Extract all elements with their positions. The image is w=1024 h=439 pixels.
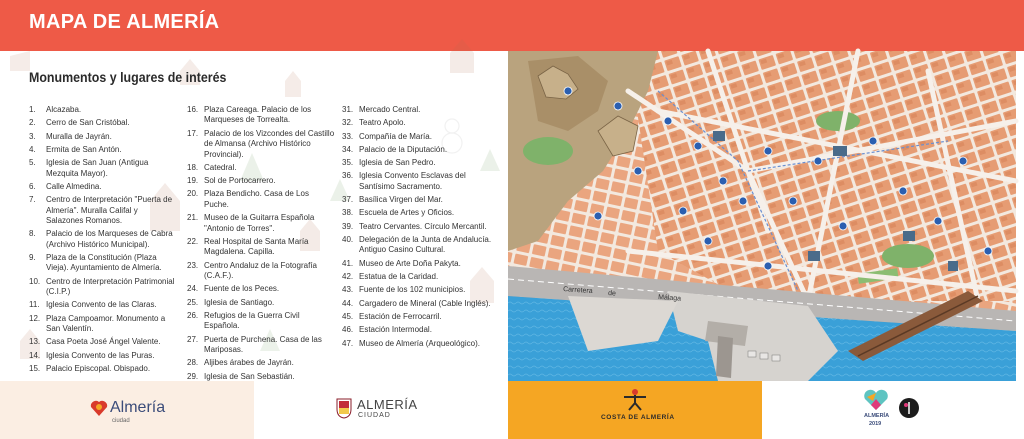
monument-list-item [29,337,175,347]
monument-number: 22. [187,236,199,246]
monument-number: 39. [342,221,354,231]
monument-number: 2. [29,118,36,128]
monument-name: Centro de Interpretación Patrimonial (C.I.P.) [46,276,175,297]
monument-number: 11. [29,300,40,310]
monument-list-item [342,339,494,349]
monument-name: Cargadero de Mineral (Cable Inglés). [359,298,491,308]
monument-list-item [187,189,335,210]
monument-number: 47. [342,338,354,348]
monument-name: Museo de la Guitarra Española "Antonio de Torres". [204,213,315,233]
monument-name: Fuente de los 102 municipios. [359,285,466,295]
monument-name: Catedral. [204,162,237,172]
monument-name: Teatro Cervantes. Círculo Mercantil. [359,221,487,231]
logo2-sub: CIUDAD [358,412,391,419]
monument-list-item [187,163,335,173]
logo1-sub: ciudad [112,418,130,424]
monument-name: Alcazaba. [46,105,82,114]
monument-list-item [342,272,494,282]
monument-list-item [342,208,494,218]
monument-number: 18. [187,162,199,172]
capital-gastronomia-icon [898,397,920,419]
monument-number: 38. [342,208,354,218]
monument-number: 37. [342,195,354,205]
monument-number: 14. [29,350,41,360]
monument-name: Estación Intermodal. [359,325,432,335]
monument-name: Palacio de los Vizcondes del Castillo de Almansa (Archivo Histórico Provincial). [204,128,335,159]
logo-costa-de-almeria[interactable] [508,381,762,439]
monument-list-item [29,277,175,298]
monument-list-item [187,237,335,258]
monument-list-item [29,118,175,128]
monument-number: 43. [342,285,354,295]
map-street-label-de: de [607,290,617,298]
monument-number: 28. [187,358,199,368]
monument-list-item [342,118,494,128]
monument-number: 9. [29,253,36,262]
monument-list-item [29,158,175,179]
monument-list-item [342,259,494,269]
monument-name: Calle Almedina. [46,181,102,191]
map-street-label-malaga: Málaga [657,294,682,303]
monument-number: 1. [29,105,36,114]
monument-list-item [187,105,335,126]
monument-number: 41. [342,258,354,268]
monument-list-item [187,261,335,282]
monument-number: 19. [187,176,199,186]
monument-number: 26. [187,310,199,320]
coat-of-arms-icon [336,397,352,419]
monument-list-item [187,176,335,186]
logo4-year: 2019 [869,421,882,427]
monument-number: 10. [29,276,41,286]
monument-list-item [29,253,175,274]
monument-list-item [342,195,494,205]
monument-name: Escuela de Artes y Oficios. [359,208,455,218]
heart-2019-icon [863,389,889,411]
monument-number: 25. [187,297,199,307]
monument-name: Ermita de San Antón. [46,144,122,154]
monument-list-item [342,132,494,142]
monument-name: Compañía de María. [359,131,432,141]
monument-list-item [29,105,175,115]
monument-number: 23. [187,260,199,270]
monument-name: Iglesia Convento de las Claras. [46,300,157,310]
monument-name: Estatua de la Caridad. [359,272,439,282]
monument-number: 46. [342,325,354,335]
monument-list-column-3 [342,105,494,352]
monument-list-item [187,358,335,368]
monument-number: 3. [29,131,36,141]
monument-name: Iglesia de San Juan (Antigua Mezquita Mayor). [46,158,149,178]
monument-name: Iglesia Convento de las Puras. [46,350,155,360]
monument-name: Palacio de la Diputación. [359,144,448,154]
monument-list-item [29,145,175,155]
monument-name: Aljibes árabes de Jayrán. [204,358,294,368]
monument-list-item [342,312,494,322]
logo4-text: ALMERÍA [864,413,890,419]
monument-number: 24. [187,284,199,294]
monument-list-item [187,129,335,160]
monument-number: 20. [187,189,199,199]
monument-name: Centro de Interpretación "Puerta de Almería". Muralla Califal y Salazones Romanos. [46,195,173,225]
monument-name: Basílica Virgen del Mar. [359,195,443,205]
monument-name: Museo de Almería (Arqueológico). [359,338,480,348]
monument-number: 33. [342,131,354,141]
logo-almeria-2019[interactable] [762,381,1016,439]
monument-list-item [342,222,494,232]
logo-almeria-ayuntamiento[interactable] [254,381,508,439]
page-title: MAPA DE ALMERÍA [29,11,220,33]
monument-list-column-1 [29,105,175,377]
monument-list-item [29,132,175,142]
monument-name: Muralla de Jayrán. [46,131,112,141]
monument-name: Iglesia de San Pedro. [359,158,436,168]
monument-name: Iglesia Convento Esclavas del Santísimo Sacramento. [359,171,466,191]
monument-list-item [29,351,175,361]
monument-list-item [29,300,175,310]
monument-number: 17. [187,128,199,138]
monument-list-item [342,171,494,192]
monument-number: 42. [342,272,354,282]
monument-number: 27. [187,334,199,344]
map-street-label-carretera: Carretera [562,286,593,296]
city-map[interactable] [508,51,1016,381]
heart-logo-icon [89,398,109,418]
monument-list-item [29,229,175,250]
footer-logos [0,381,1024,439]
monument-name: Iglesia de Santiago. [204,297,275,307]
monument-name: Puerta de Purchena. Casa de las Mariposas. [204,334,322,354]
monument-number: 12. [29,313,41,323]
monument-name: Iglesia de San Sebastián. [204,371,295,381]
monument-number: 45. [342,311,354,321]
monument-name: Real Hospital de Santa María Magdalena. Capilla. [204,236,309,257]
monument-list-item [29,364,175,374]
monument-name: Fuente de los Peces. [204,284,280,294]
monument-number: 16. [187,105,199,114]
monument-list-item [342,145,494,155]
monument-name: Mercado Central. [359,105,421,114]
monument-list-item [342,325,494,335]
monument-name: Casa Poeta José Ángel Valente. [46,337,161,347]
monument-list-item [187,311,335,332]
monument-name: Palacio de los Marqueses de Cabra (Archivo Histórico Municipal). [46,229,173,249]
monument-number: 6. [29,181,36,191]
logo2-text: ALMERÍA [357,397,418,412]
monument-list-item [187,335,335,356]
monument-list-item [342,158,494,168]
monument-number: 36. [342,171,354,181]
monument-list-item [29,195,175,226]
monument-list-column-2 [187,105,335,409]
monument-name: Sol de Portocarrero. [204,176,276,186]
logo1-text: Almería [110,399,166,416]
monument-name: Plaza Careaga. Palacio de los Marqueses de Torrealta. [204,105,312,125]
monument-name: Centro Andaluz de la Fotografía (C.A.F.). [204,260,317,280]
monument-list-item [187,284,335,294]
logo-almeria-ciudad-heart[interactable] [0,381,254,439]
monument-name: Teatro Apolo. [359,118,406,128]
monument-list-item [342,285,494,295]
monument-name: Museo de Arte Doña Pakyta. [359,258,461,268]
monument-name: Estación de Ferrocarril. [359,311,442,321]
monuments-panel [0,51,507,381]
monument-list-item [342,299,494,309]
monument-name: Plaza Bendicho. Casa de Los Puche. [204,189,309,209]
logo3-text: COSTA DE ALMERÍA [601,414,675,421]
monument-list-item [29,182,175,192]
monument-number: 8. [29,229,36,239]
monument-number: 15. [29,364,41,373]
monument-name: Palacio Episcopal. Obispado. [46,364,151,373]
monument-list-item [342,105,494,115]
monument-number: 4. [29,144,36,154]
monument-number: 31. [342,105,354,114]
monument-number: 13. [29,337,41,347]
monument-list-item [187,213,335,234]
map-illustration [508,51,1016,381]
monument-name: Plaza Campoamor. Monumento a San Valentín. [46,313,166,334]
monument-number: 32. [342,118,354,128]
monument-name: Cerro de San Cristóbal. [46,118,130,128]
monument-number: 29. [187,371,199,381]
header-bar [0,0,1024,51]
monument-number: 34. [342,144,354,154]
monument-name: Refugios de la Guerra Civil Española. [204,310,300,331]
monument-list-item [187,298,335,308]
monument-name: Plaza de la Constitución (Plaza Vieja). Ayuntamiento de Almería. [46,253,162,273]
monument-list-item [342,235,494,256]
monument-number: 35. [342,158,354,168]
monument-name: Delegación de la Junta de Andalucía. Antiguo Casino Cultural. [359,235,492,255]
monument-number: 5. [29,158,36,168]
monument-number: 44. [342,298,354,308]
section-title: Monumentos y lugares de interés [29,70,227,85]
monument-number: 40. [342,235,354,245]
monument-number: 21. [187,213,199,223]
indalo-icon [622,387,648,411]
monument-list-item [29,314,175,335]
monument-number: 7. [29,195,36,205]
